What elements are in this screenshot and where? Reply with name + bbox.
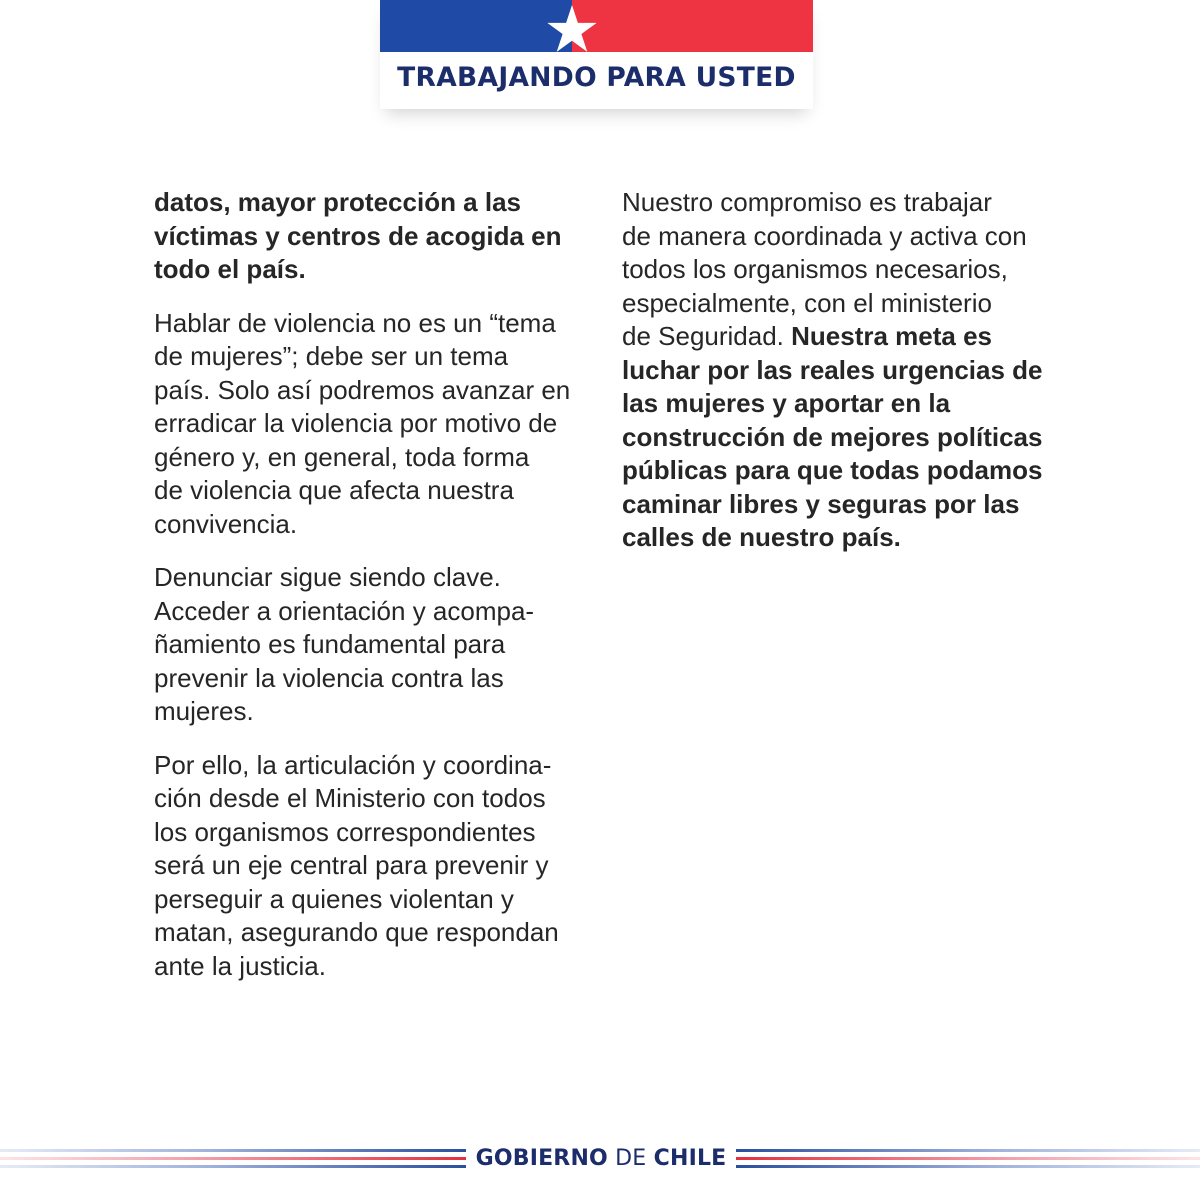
text-line: víctimas y centros de acogida en [154,220,562,251]
text-regular: de Seguridad. [622,321,784,351]
text-line: Hablar de violencia no es un “tema [154,307,556,338]
text-line: prevenir la violencia contra las [154,662,504,693]
stripe-blue [0,1149,466,1152]
text-line: mujeres. [154,696,254,726]
stripe-blue [736,1149,1200,1152]
footer-word-chile: CHILE [653,1146,727,1171]
text-line: ante la justicia. [154,950,326,981]
paragraph-violence [154,307,594,542]
text-line: Acceder a orientación y acompa- [154,595,535,626]
text-line: de manera coordinada y activa con [622,220,1027,251]
footer [0,1140,1200,1180]
text-line: las mujeres y aportar en la [622,388,951,418]
stripe-blue [0,1165,466,1168]
stripe-red [0,1157,466,1160]
text-line: luchar por las reales urgencias de [622,354,1043,385]
flag-red-section [572,0,813,52]
text-line: calles de nuestro país. [622,522,901,552]
text-line: construcción de mejores políticas [622,421,1043,452]
header-banner [380,0,813,109]
text-bold: Nuestra meta es [791,321,993,351]
text-line: de mujeres”; debe ser un tema [154,341,509,371]
paragraph-compromiso [622,186,1062,555]
paragraph-intro [154,186,594,287]
right-column [622,186,1062,575]
flag-blue-section [380,0,572,52]
text-line: ñamiento es fundamental para [154,629,506,659]
footer-logo-text [466,1140,736,1178]
text-line: género y, en general, toda forma [154,441,530,472]
text-line: erradicar la violencia por motivo de [154,408,558,438]
text-line: de violencia que afecta nuestra [154,475,514,505]
star-icon [547,3,597,53]
text-line: matan, asegurando que respondan [154,917,559,947]
text-line: convivencia. [154,508,298,539]
footer-stripes-right [736,1149,1200,1169]
text-line: todo el país. [154,254,306,284]
text-line: todos los organismos necesarios, [622,254,1008,284]
stripe-blue [736,1165,1200,1168]
stripe-red [736,1157,1200,1160]
header-title: TRABAJANDO PARA USTED [397,62,796,93]
mixed-text-line [622,320,1062,354]
text-line: país. Solo así podremos avanzar en [154,374,571,405]
text-line: especialmente, con el ministerio [622,287,992,318]
text-line: Por ello, la articulación y coordina- [154,749,552,780]
text-line: los organismos correspondientes [154,816,536,847]
text-line: Nuestro compromiso es trabajar [622,187,992,217]
text-line: Denunciar sigue siendo clave. [154,562,501,592]
paragraph-denunciar [154,561,594,729]
text-line: ción desde el Ministerio con todos [154,783,546,813]
text-line: perseguir a quienes violentan y [154,883,514,914]
left-column [154,186,594,1003]
text-line: caminar libres y seguras por las [622,488,1020,519]
text-line: públicas para que todas podamos [622,455,1043,485]
footer-word-de: DE [615,1146,647,1171]
text-line: será un eje central para prevenir y [154,850,549,880]
footer-word-gobierno: GOBIERNO [475,1146,608,1171]
paragraph-articulacion [154,749,594,984]
footer-stripes-left [0,1149,466,1169]
text-line: datos, mayor protección a las [154,187,522,217]
